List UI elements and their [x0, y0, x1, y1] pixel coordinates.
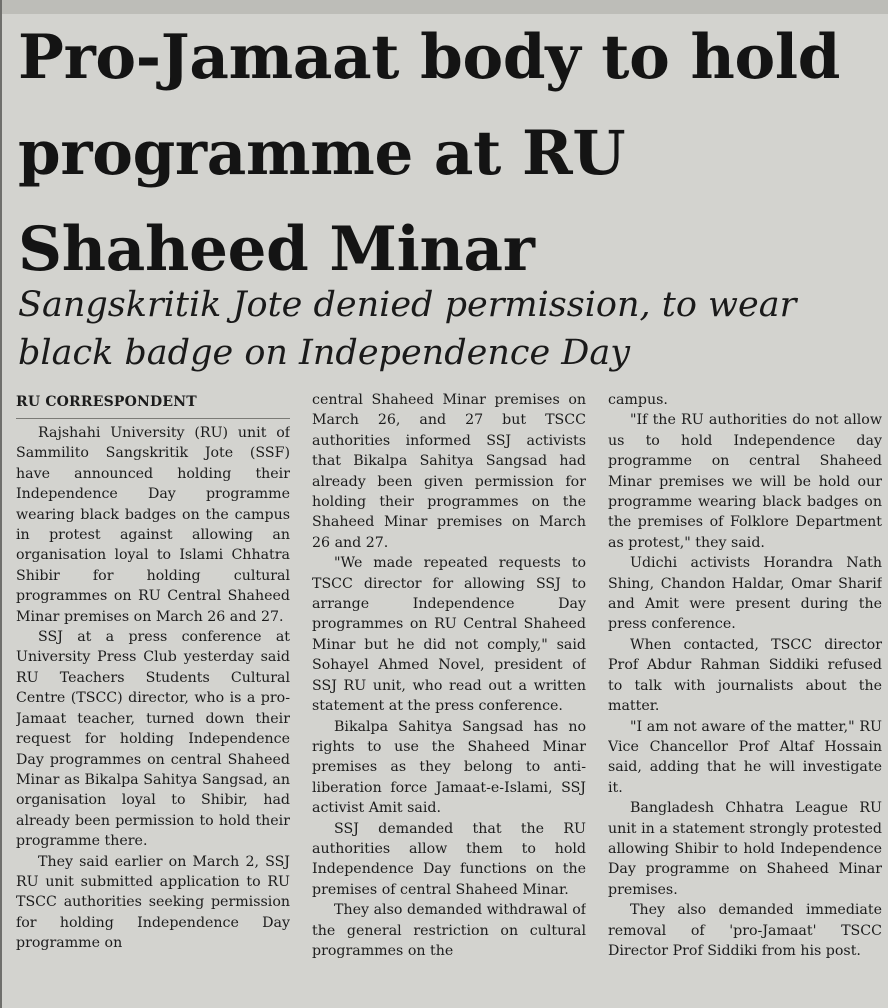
paragraph: SSJ at a press conference at University Press Club yesterday said RU Teachers Students Cultural Centre (TSCC) director, who is a pro-Jamaat teacher, turned down their request for holding Independence Day programmes on central Shaheed Minar as Bikalpa Sahitya Sangsad, an organisation loyal to Shibir, had already been permission to hold their programme there. — [16, 629, 290, 850]
subheadline: Sangskritik Jote denied permission, to wear black badge on Independence Day — [18, 285, 797, 373]
paragraph: Bikalpa Sahitya Sangsad has no rights to use the Shaheed Minar premises as they belong to anti-liberation force Jamaat-e-Islami, SSJ activist Amit said. — [312, 718, 586, 817]
paragraph: Rajshahi University (RU) unit of Sammilito Sangskritik Jote (SSF) have announced holding their Independence Day programme wearing black badges on the campus in protest against allowing an organisation loyal to Islami Chhatra Shibir for holding cultural programmes on RU Central Shaheed Minar premises on March 26 and 27. — [16, 425, 290, 625]
paragraph: central Shaheed Minar premises on March 26, and 27 but TSCC authorities informed SSJ activists that Bikalpa Sahitya Sangsad had already been given permission for holding their programmes on the Shaheed Minar premises on March 26 and 27. — [312, 392, 586, 551]
column-3 — [608, 390, 882, 1002]
paragraph: "We made repeated requests to TSCC director for allowing SSJ to arrange Independence Day programmes on RU Central Shaheed Minar but he did not comply," said Sohayel Ahmed Novel, president of SSJ RU unit, who read out a written statement at the press conference. — [312, 555, 586, 715]
paragraph: "If the RU authorities do not allow us to hold Independence day programme on central Shaheed Minar premises we will be hold our programme wearing black badges on the premises of Folklore Department as protest," they said. — [608, 412, 882, 551]
paragraph: They said earlier on March 2, SSJ RU unit submitted application to RU TSCC authorities seeking permission for holding Independence Day programme on — [16, 853, 290, 952]
paragraph: When contacted, TSCC director Prof Abdur Rahman Siddiki refused to talk with journalists about the matter. — [608, 636, 882, 715]
paragraph: "I am not aware of the matter," RU Vice Chancellor Prof Altaf Hossain said, adding that he will investigate it. — [608, 718, 882, 796]
paragraph: Bangladesh Chhatra League RU unit in a statement strongly protested allowing Shibir to hold Independence Day programme on Shaheed Minar premises. — [608, 800, 882, 898]
paragraph: campus. — [608, 392, 668, 408]
paragraph: They also demanded withdrawal of the general restriction on cultural programmes on the — [312, 902, 586, 959]
paragraph: Udichi activists Horandra Nath Shing, Chandon Haldar, Omar Sharif and Amit were present during the press conference. — [608, 555, 882, 633]
headline: Pro-Jamaat body to hold programme at RU Shaheed Minar — [18, 22, 841, 285]
column-1 — [16, 390, 290, 1002]
paragraph: They also demanded immediate removal of 'pro-Jamaat' TSCC Director Prof Siddiki from his post. — [608, 902, 882, 959]
column-2 — [312, 390, 586, 1002]
byline: RU CORRESPONDENT — [16, 392, 290, 419]
paragraph: SSJ demanded that the RU authorities allow them to hold Independence Day functions on the premises of central Shaheed Minar. — [312, 820, 586, 898]
article-body — [16, 390, 882, 1002]
